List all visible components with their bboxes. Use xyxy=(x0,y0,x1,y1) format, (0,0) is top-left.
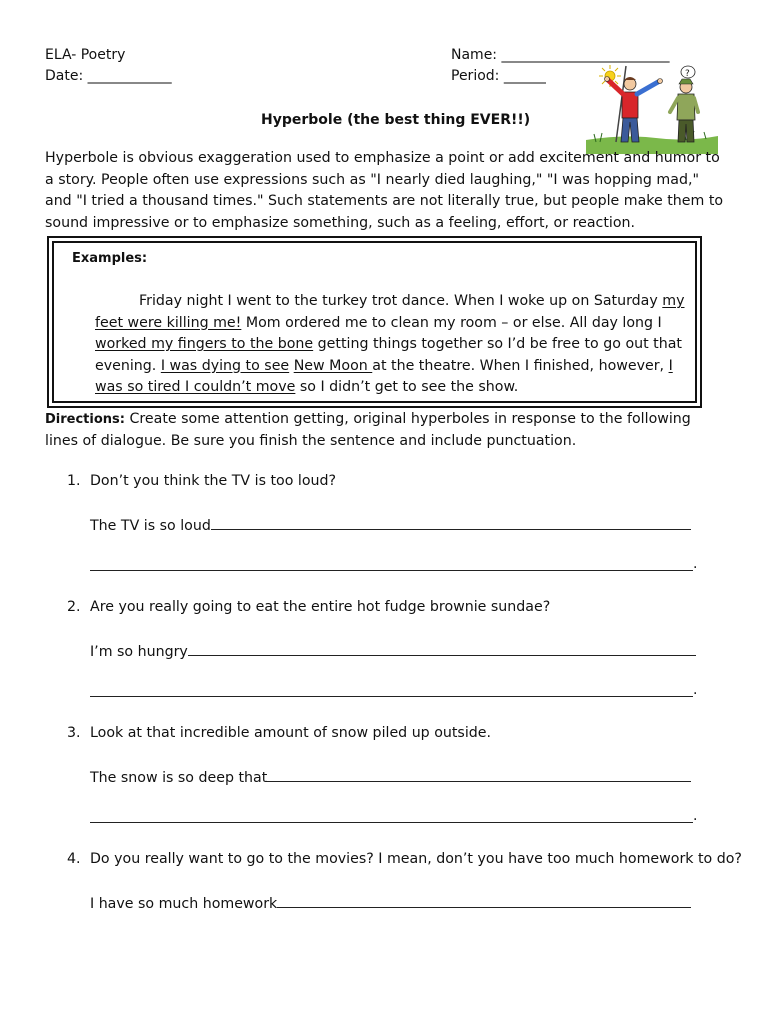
example-text: Friday night I went to the turkey trot dance. When I woke up on Saturday xyxy=(139,293,663,309)
answer-blank[interactable] xyxy=(188,641,696,656)
answer-blank[interactable] xyxy=(211,515,691,530)
name-field[interactable]: Name: ________________________ xyxy=(451,47,670,63)
answer-starter: The TV is so loud xyxy=(90,518,211,534)
example-hyperbole: I was dying to see xyxy=(160,357,290,374)
question-number: 3. xyxy=(67,725,81,741)
answer-starter: I have so much homework xyxy=(90,896,278,912)
answer-1-line-1[interactable] xyxy=(90,515,691,534)
answer-starter: The snow is so deep that xyxy=(90,770,268,786)
example-text: Mom ordered me to clean my room – or else. All day long I xyxy=(241,314,662,331)
answer-blank[interactable] xyxy=(267,767,691,782)
answer-1-line-2[interactable] xyxy=(90,570,693,571)
answer-blank[interactable] xyxy=(277,893,691,908)
examples-box xyxy=(47,236,702,408)
directions-text: Create some attention getting, original hyperboles in response to the following lines of dialogue. Be sure you finish the sentence and include punctuation. xyxy=(45,411,691,449)
answer-4-line-1[interactable] xyxy=(90,893,691,912)
question-number: 1. xyxy=(67,473,81,489)
period-mark: . xyxy=(693,556,698,572)
answer-2-line-2[interactable] xyxy=(90,696,693,697)
question-3 xyxy=(67,725,491,741)
examples-box-inner-border xyxy=(52,241,697,403)
example-text: so I didn’t get to see the show. xyxy=(295,379,519,395)
answer-3-line-2[interactable] xyxy=(90,822,693,823)
question-4 xyxy=(67,851,742,867)
example-hyperbole: worked my fingers to the bone xyxy=(95,336,314,352)
example-hyperbole: I was so tired I couldn’t move xyxy=(95,357,673,395)
svg-text:?: ? xyxy=(685,69,690,79)
example-hyperbole: my feet were killing me! xyxy=(95,293,685,331)
date-field[interactable]: Date: ____________ xyxy=(45,68,172,84)
example-text: getting things together so I’d be free to go out that evening. xyxy=(95,336,682,374)
subject-label: ELA- Poetry xyxy=(45,47,126,63)
examples-paragraph xyxy=(95,291,695,399)
question-prompt: Don’t you think the TV is too loud? xyxy=(90,473,337,489)
example-hyperbole: New Moon xyxy=(293,357,373,374)
answer-starter: I’m so hungry xyxy=(90,644,188,660)
fisherman-left-icon xyxy=(605,77,663,143)
question-1 xyxy=(67,473,336,489)
period-field[interactable]: Period: ______ xyxy=(451,68,546,84)
intro-paragraph: Hyperbole is obvious exaggeration used to emphasize a point or add excitement and humor to a story. People often use expressions such as "I nearly died laughing," "I was hopping mad," and "I tried a thousand times." Such statements are not literally true, but people make them to sound impressive or to emphasize something, such as a feeling, effort, or reaction. xyxy=(45,150,724,231)
directions-label: Directions: xyxy=(45,412,125,427)
answer-2-line-1[interactable] xyxy=(90,641,696,660)
answer-3-line-1[interactable] xyxy=(90,767,691,786)
fisherman-right-icon xyxy=(670,66,698,142)
example-text: at the theatre. When I finished, however, xyxy=(372,357,669,374)
question-prompt: Do you really want to go to the movies? I mean, don’t you have too much homework to do? xyxy=(90,851,742,867)
question-prompt: Look at that incredible amount of snow piled up outside. xyxy=(90,725,492,741)
question-2 xyxy=(67,599,550,615)
worksheet-title: Hyperbole (the best thing EVER!!) xyxy=(261,112,531,128)
examples-heading: Examples: xyxy=(72,251,148,266)
hyperbole-clipart-illustration xyxy=(586,62,718,154)
period-mark: . xyxy=(693,682,698,698)
directions-paragraph xyxy=(45,409,725,452)
question-number: 2. xyxy=(67,599,81,615)
question-number: 4. xyxy=(67,851,81,867)
period-mark: . xyxy=(693,808,698,824)
question-prompt: Are you really going to eat the entire hot fudge brownie sundae? xyxy=(90,599,551,615)
